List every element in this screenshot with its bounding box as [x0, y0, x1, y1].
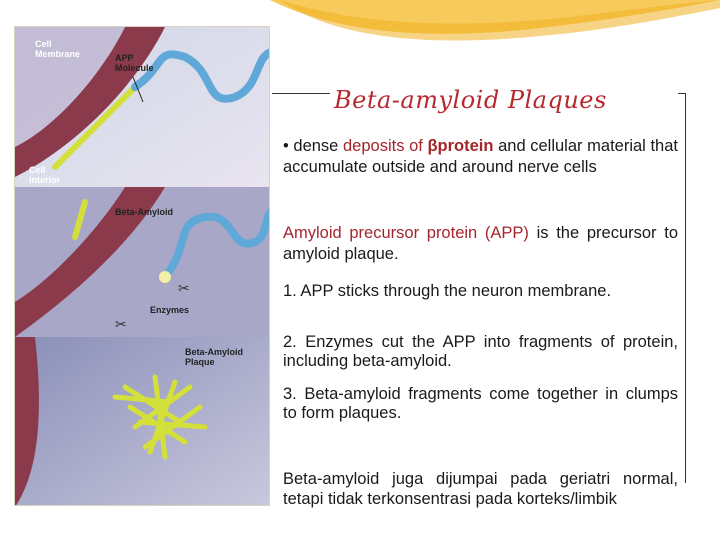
definition-rest: and cellular material that accumulate outside and around nerve cells: [283, 137, 678, 176]
bullet-lead: • dense: [283, 137, 343, 155]
app-molecule-label: APP Molecule: [115, 53, 154, 73]
beta-amyloid-label: Beta-Amyloid: [115, 207, 174, 217]
definition-paragraph: [283, 136, 678, 178]
enzymes-label: Enzymes: [150, 305, 190, 315]
svg-text:✂: ✂: [178, 280, 190, 296]
svg-text:✂: ✂: [115, 316, 127, 332]
step-2: 2. Enzymes cut the APP into fragments of protein, including beta-amyloid.: [283, 333, 678, 370]
step-1: 1. APP sticks through the neuron membrane.: [283, 282, 612, 300]
step-3: 3. Beta-amyloid fragments come together in clumps to form plaques.: [283, 385, 678, 422]
beta-amyloid-plaque-label: Beta-Amyloid Plaque: [185, 347, 244, 367]
app-rest: is the precursor to amyloid plaque.: [283, 224, 678, 263]
note-paragraph: Beta-amyloid juga dijumpai pada geriatri normal, tetapi tidak terkonsentrasi pada korteks/limbik: [283, 470, 678, 508]
deposits-term: deposits: [343, 137, 405, 155]
page-title: Beta-amyloid Plaques: [330, 86, 678, 114]
app-paragraph: [283, 223, 678, 265]
of-term: of: [404, 137, 428, 155]
app-to-plaque-illustration: [14, 26, 270, 506]
cell-interior-label: Cell Interior: [29, 165, 61, 185]
cell-membrane-label: Cell Membrane: [35, 39, 81, 59]
app-term: Amyloid precursor protein (APP): [283, 224, 529, 242]
beta-protein-term: βprotein: [427, 137, 494, 155]
